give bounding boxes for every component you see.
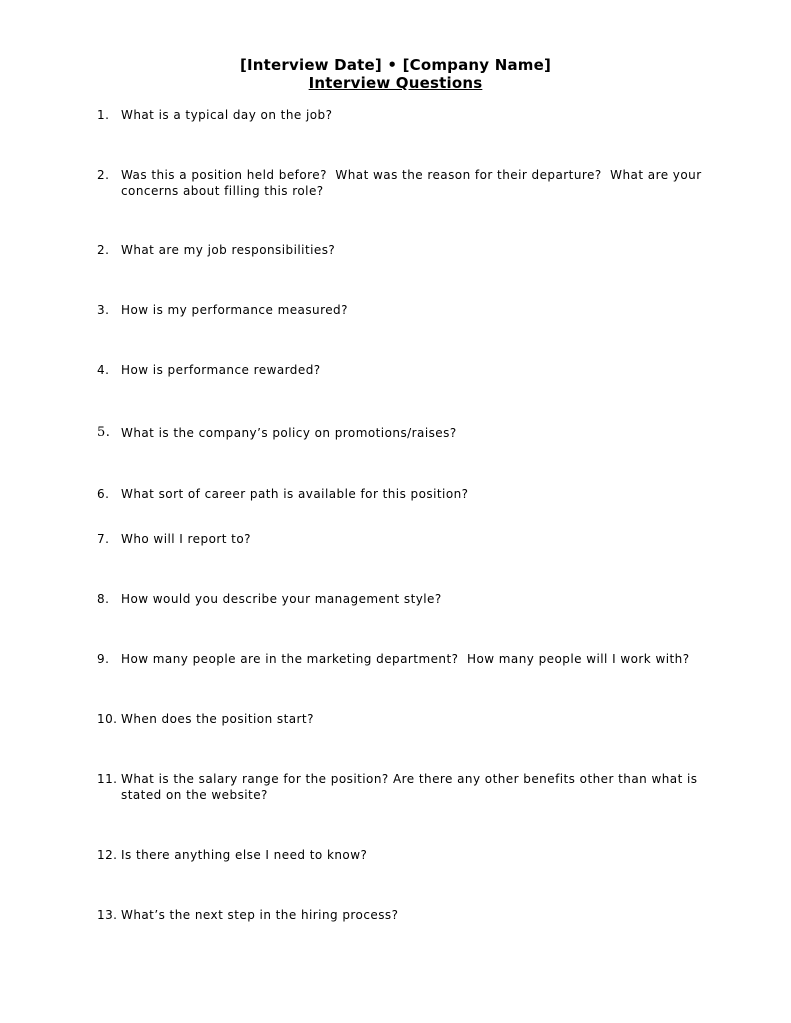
question-text: How is performance rewarded?	[121, 363, 321, 377]
question-text: What sort of career path is available for this position?	[121, 487, 469, 501]
question-number: 5.	[97, 425, 111, 440]
question-text: What is the company’s policy on promotions/raises?	[121, 426, 457, 440]
question-text: How is my performance measured?	[121, 303, 348, 317]
question-number: 2.	[97, 168, 110, 182]
question-item	[97, 711, 717, 727]
question-number: 10.	[97, 712, 118, 726]
question-text: Is there anything else I need to know?	[121, 848, 368, 862]
question-number: 6.	[97, 487, 110, 501]
question-item	[97, 486, 717, 502]
question-number: 11.	[97, 772, 118, 786]
question-text: Was this a position held before? What was the reason for their departure? What are your concerns about filling this role?	[121, 168, 706, 198]
question-text: How many people are in the marketing department? How many people will I work with?	[121, 652, 690, 666]
question-number: 8.	[97, 592, 110, 606]
question-item	[97, 242, 717, 258]
question-number: 13.	[97, 908, 118, 922]
question-number: 12.	[97, 848, 118, 862]
question-text: How would you describe your management style?	[121, 592, 442, 606]
question-number: 3.	[97, 303, 110, 317]
question-number: 7.	[97, 532, 110, 546]
question-number: 1.	[97, 108, 110, 122]
document-title: [Interview Date] • [Company Name]	[239, 56, 552, 74]
question-number: 4.	[97, 363, 110, 377]
question-item	[97, 531, 717, 547]
question-item	[97, 107, 717, 123]
question-number: 9.	[97, 652, 110, 666]
question-item	[97, 907, 717, 923]
question-text: What’s the next step in the hiring process?	[121, 908, 399, 922]
question-item	[97, 771, 717, 803]
question-text: What is a typical day on the job?	[121, 108, 333, 122]
question-item	[97, 302, 717, 318]
question-item	[97, 425, 717, 441]
question-item	[97, 591, 717, 607]
question-item	[97, 362, 717, 378]
question-item	[97, 847, 717, 863]
question-text: Who will I report to?	[121, 532, 251, 546]
question-item	[97, 167, 717, 199]
document-subtitle: Interview Questions	[308, 74, 483, 92]
question-text: What are my job responsibilities?	[121, 243, 336, 257]
question-text: When does the position start?	[121, 712, 314, 726]
question-number: 2.	[97, 243, 110, 257]
question-item	[97, 651, 717, 667]
question-text: What is the salary range for the position? Are there any other benefits other than what is stated on the website?	[121, 772, 702, 802]
